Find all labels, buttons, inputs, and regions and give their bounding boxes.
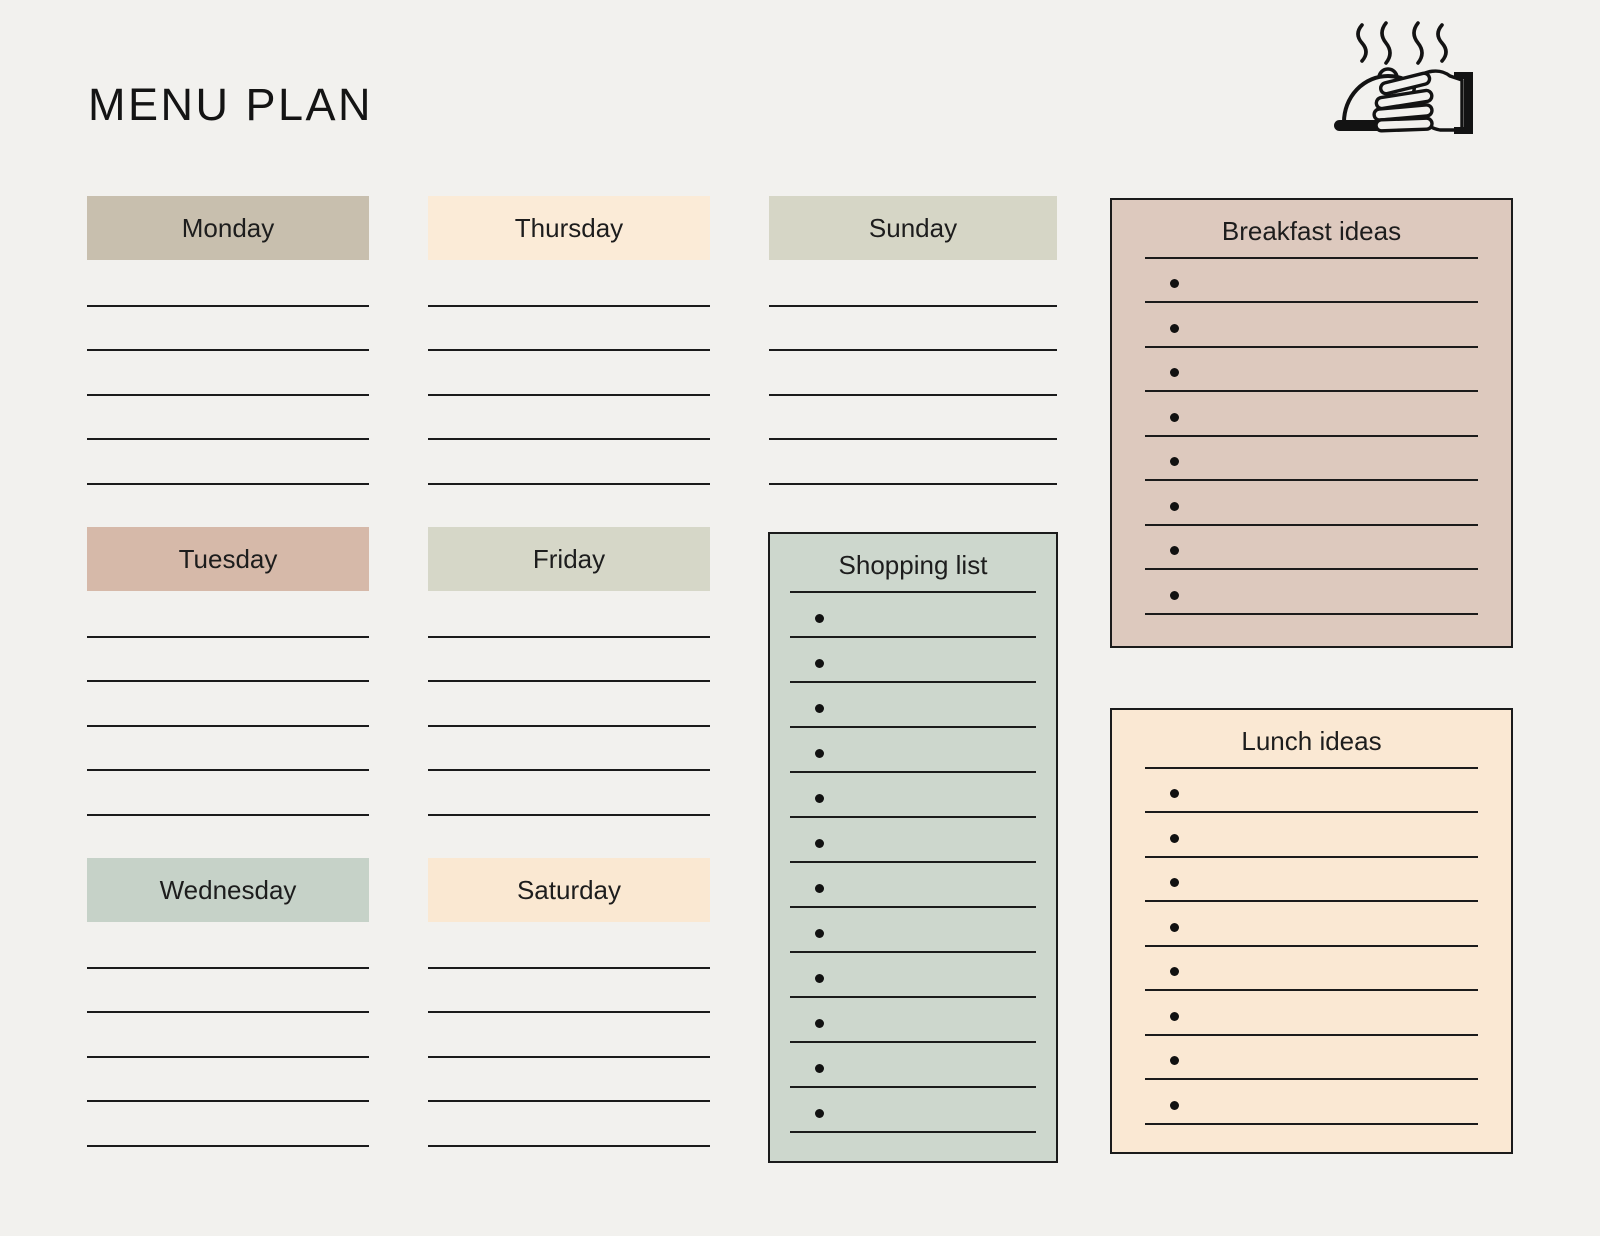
lunch-idea-line	[1145, 991, 1478, 1036]
day-header-sunday	[769, 196, 1057, 260]
entry-line	[87, 440, 369, 485]
entry-line	[769, 396, 1057, 441]
day-lines	[87, 262, 369, 485]
day-label: Saturday	[516, 874, 622, 905]
lunch-idea-line	[1145, 902, 1478, 947]
day-section-wednesday	[87, 858, 369, 1147]
entry-line	[428, 1013, 710, 1058]
entry-line	[428, 440, 710, 485]
bullet-icon	[815, 839, 824, 848]
bullet-icon	[1170, 546, 1179, 555]
entry-line	[428, 593, 710, 638]
bullet-icon	[815, 1109, 824, 1118]
entry-line	[87, 771, 369, 816]
lunch-idea-line	[1145, 813, 1478, 858]
lunch-idea-line	[1145, 1036, 1478, 1081]
entry-line	[428, 924, 710, 969]
entry-line	[87, 1102, 369, 1147]
bullet-icon	[815, 1019, 824, 1028]
bullet-icon	[1170, 502, 1179, 511]
entry-line	[769, 307, 1057, 352]
bullet-icon	[1170, 324, 1179, 333]
day-lines	[428, 924, 710, 1147]
bullet-icon	[1170, 368, 1179, 377]
breakfast-idea-line	[1145, 526, 1478, 571]
bullet-icon	[1170, 834, 1179, 843]
bullet-icon	[1170, 1012, 1179, 1021]
entry-line	[428, 771, 710, 816]
entry-line	[87, 969, 369, 1014]
steam-icon	[1358, 23, 1446, 63]
shopping-list-item-line	[790, 908, 1036, 953]
day-label: Monday	[181, 212, 275, 243]
bullet-icon	[815, 614, 824, 623]
page-title: MENU PLAN	[88, 79, 374, 130]
breakfast-idea-line	[1145, 348, 1478, 393]
entry-line	[769, 351, 1057, 396]
entry-line	[428, 351, 710, 396]
bullet-icon	[1170, 878, 1179, 887]
breakfast-ideas-panel	[1110, 198, 1513, 648]
day-label: Friday	[532, 543, 606, 574]
day-header-wednesday	[87, 858, 369, 922]
day-section-monday	[87, 196, 369, 485]
day-lines	[769, 262, 1057, 485]
bullet-icon	[1170, 413, 1179, 422]
entry-line	[87, 307, 369, 352]
bullet-icon	[1170, 591, 1179, 600]
entry-line	[87, 593, 369, 638]
bullet-icon	[815, 659, 824, 668]
day-label: Thursday	[514, 212, 624, 243]
entry-line	[87, 396, 369, 441]
lunch-idea-line	[1145, 1080, 1478, 1125]
day-section-saturday	[428, 858, 710, 1147]
day-lines	[428, 593, 710, 816]
shopping-list-item-line	[790, 998, 1036, 1043]
day-header-saturday	[428, 858, 710, 922]
bullet-icon	[1170, 279, 1179, 288]
entry-line	[87, 262, 369, 307]
bullet-icon	[815, 929, 824, 938]
day-section-thursday	[428, 196, 710, 485]
bullet-icon	[815, 749, 824, 758]
shopping-list-item-line	[790, 818, 1036, 863]
bullet-icon	[815, 1064, 824, 1073]
shopping-list-items	[790, 593, 1036, 1133]
lunch-ideas-panel	[1110, 708, 1513, 1154]
bullet-icon	[815, 974, 824, 983]
bullet-icon	[1170, 923, 1179, 932]
breakfast-ideas-items	[1145, 259, 1478, 615]
bullet-icon	[1170, 1101, 1179, 1110]
breakfast-idea-line	[1145, 392, 1478, 437]
bullet-icon	[815, 794, 824, 803]
shopping-list-item-line	[790, 953, 1036, 998]
entry-line	[87, 1013, 369, 1058]
day-section-tuesday	[87, 527, 369, 816]
entry-line	[87, 351, 369, 396]
bullet-icon	[1170, 1056, 1179, 1065]
breakfast-idea-line	[1145, 303, 1478, 348]
breakfast-idea-line	[1145, 570, 1478, 615]
entry-line	[769, 440, 1057, 485]
hand-serving-cloche-icon	[1328, 20, 1478, 147]
entry-line	[428, 682, 710, 727]
entry-line	[428, 638, 710, 683]
bullet-icon	[1170, 457, 1179, 466]
day-label: Wednesday	[159, 874, 297, 905]
shopping-list-item-line	[790, 683, 1036, 728]
shopping-list-item-line	[790, 1088, 1036, 1133]
bullet-icon	[1170, 967, 1179, 976]
entry-line	[428, 262, 710, 307]
lunch-idea-line	[1145, 769, 1478, 814]
day-header-friday	[428, 527, 710, 591]
entry-line	[87, 727, 369, 772]
day-lines	[428, 262, 710, 485]
lunch-ideas-title: Lunch ideas	[1241, 726, 1382, 756]
entry-line	[428, 727, 710, 772]
breakfast-idea-line	[1145, 481, 1478, 526]
shopping-list-item-line	[790, 1043, 1036, 1088]
lunch-idea-line	[1145, 947, 1478, 992]
day-label: Tuesday	[178, 543, 278, 574]
entry-line	[87, 1058, 369, 1103]
day-lines	[87, 924, 369, 1147]
shopping-list-item-line	[790, 773, 1036, 818]
entry-line	[428, 396, 710, 441]
day-section-friday	[428, 527, 710, 816]
bullet-icon	[1170, 789, 1179, 798]
entry-line	[87, 924, 369, 969]
entry-line	[428, 1058, 710, 1103]
day-header-tuesday	[87, 527, 369, 591]
day-header-thursday	[428, 196, 710, 260]
shopping-list-title: Shopping list	[838, 550, 988, 580]
day-section-sunday	[769, 196, 1057, 485]
breakfast-idea-line	[1145, 437, 1478, 482]
breakfast-idea-line	[1145, 259, 1478, 304]
lunch-ideas-items	[1145, 769, 1478, 1125]
bullet-icon	[815, 884, 824, 893]
day-label: Sunday	[868, 212, 958, 243]
shopping-list-panel	[768, 532, 1058, 1163]
entry-line	[428, 969, 710, 1014]
shopping-list-item-line	[790, 638, 1036, 683]
breakfast-ideas-title: Breakfast ideas	[1221, 216, 1402, 246]
entry-line	[87, 682, 369, 727]
entry-line	[428, 1102, 710, 1147]
lunch-idea-line	[1145, 858, 1478, 903]
entry-line	[87, 638, 369, 683]
entry-line	[428, 307, 710, 352]
shopping-list-item-line	[790, 593, 1036, 638]
entry-line	[769, 262, 1057, 307]
bullet-icon	[815, 704, 824, 713]
shopping-list-item-line	[790, 863, 1036, 908]
day-header-monday	[87, 196, 369, 260]
shopping-list-item-line	[790, 728, 1036, 773]
day-lines	[87, 593, 369, 816]
